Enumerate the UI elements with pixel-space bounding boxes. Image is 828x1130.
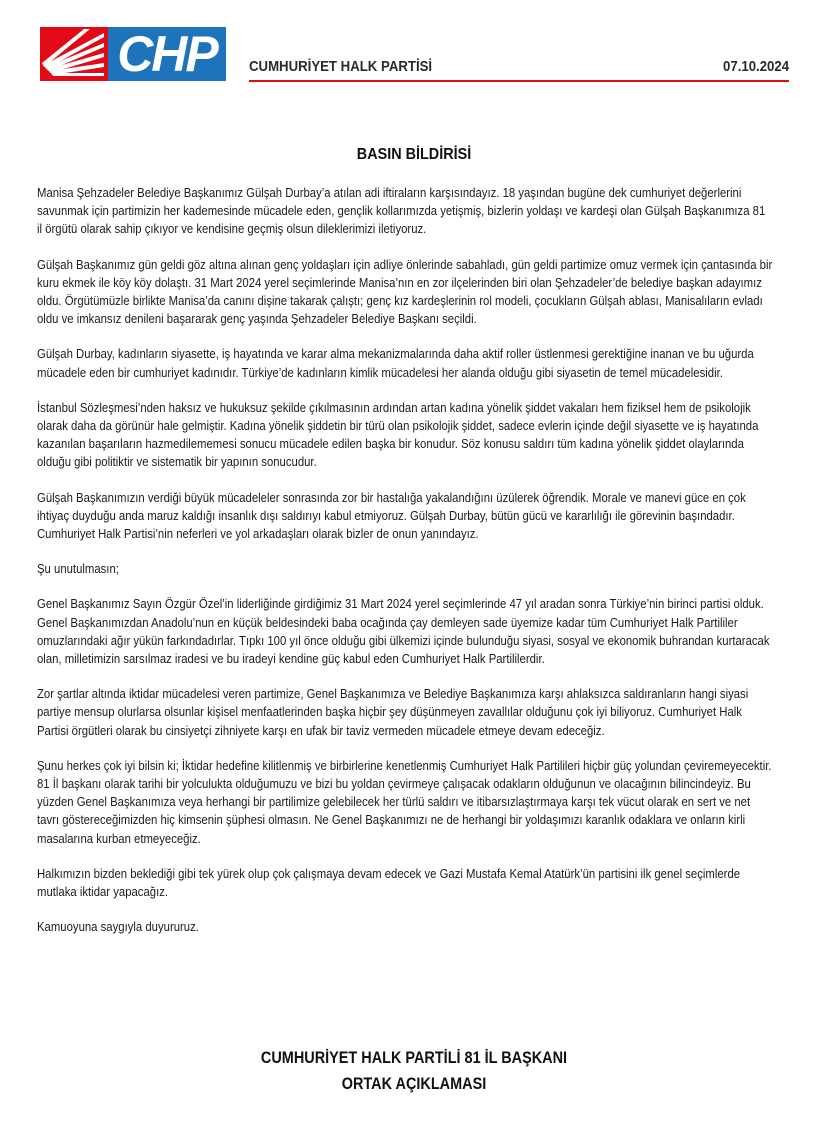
paragraph: Şunu herkes çok iyi bilsin ki; İktidar hedefine kilitlenmiş ve birbirlerine kenetlenmiş Cumhuriyet Halk Partilileri hiçbir güç yolundan çeviremeyecektir. 81 İl başkanı olarak tarihi bir yolculukta olduğumuzu ve bizi bu yoldan çevirmeye çalışacak odakların olduğunun ve olacağının bilincindeyiz. Bu yüzden Genel Başkanımıza veya herhangi bir partilimize gelebilecek her türlü saldırı ve itibarsızlaştırmaya karşı tek vücut olarak en sert ve net tavrı göstereceğimizden hiç kimsenin şüphesi olmasın. Ne Genel Başkanımızı ne de herhangi bir yoldaşımızı karanlık odaklara ve onların kirli masalarına kurban etmeyeceğiz. [37,758,772,846]
six-arrows-logo [40,27,108,81]
paragraph: İstanbul Sözleşmesi’nden haksız ve hukuksuz şekilde çıkılmasının ardından artan kadına yönelik şiddet vakaları hem fiziksel hem de psikolojik olarak daha da görünür hale gelmiştir. Kadına yönelik şiddetin bir türü olan psikolojik şiddet, sadece evlerin içinde değil siyasette ve iş hayatında kazanılan başarıların hazmedilememesi sonucu mücadele edilen başka bir konudur. Söz konusu saldırı tüm kadına yönelik şiddet olaylarında olduğu gibi politiktir ve sistematik bir yapının sonucudur. [37,400,759,470]
party-name: CUMHURİYET HALK PARTİSİ [249,58,433,75]
paragraph: Halkımızın bizden beklediği gibi tek yürek olup çok çalışmaya devam edecek ve Gazi Mustafa Kemal Atatürk’ün partisini ilk genel seçimlerde mutlaka iktidar yapacağız. [37,866,741,900]
press-release-body [37,184,773,954]
letterhead [0,0,828,100]
header-divider [249,80,789,82]
paragraph: Şu unutulmasın; [37,562,119,577]
chp-logo: CHP [108,27,226,81]
paragraph: Gülşah Durbay, kadınların siyasette, iş hayatında ve karar alma mekanizmalarında daha aktif roller üstlenmesi gerektiğine inanan ve bu uğurda mücadele eden bir cumhuriyet kadınıdır. Türkiye’de kadınların kimlik mücadelesi her alanda olduğu gibi siyasetin de temel mücadelesidir. [37,347,754,380]
signature-line-1: CUMHURİYET HALK PARTİLİ 81 İL BAŞKANI [260,1048,568,1067]
signature-block [0,1045,828,1097]
paragraph: Manisa Şehzadeler Belediye Başkanımız Gülşah Durbay’a atılan adi iftiraların karşısındayız. 18 yaşından bugüne dek cumhuriyet değerlerini savunmak için partimizin her kademesinde mücadele eden, gençlik kollarımızda yetişmiş, bizlerin yoldaşı ve kardeşi olan Gülşah Başkanımıza 81 il örgütü olarak sahip çıkıyor ve kendisine geçmiş olsun dileklerimizi iletiyoruz. [37,186,766,237]
paragraph: Zor şartlar altında iktidar mücadelesi veren partimize, Genel Başkanımıza ve Belediye Başkanımıza karşı ahlaksızca saldıranların hangi siyasi partiye mensup olurlarsa olsunlar kişisel menfaatlerinden başka hiçbir şey düşünmeyen zavallılar olduğunu çok iyi biliyoruz. Cumhuriyet Halk Partisi örgütleri olarak bu cinsiyetçi zihniyete karşı en ufak bir taviz vermeden mücadele etmeye devam edeceğiz. [37,687,749,738]
paragraph: Kamuoyuna saygıyla duyururuz. [37,920,199,935]
page-title: BASIN BİLDİRİSİ [356,146,472,163]
paragraph: Genel Başkanımız Sayın Özgür Özel’in liderliğinde girdiğimiz 31 Mart 2024 yerel seçimlerinde 47 yıl aradan sonra Türkiye’nin birinci partisi olduk. Genel Başkanımızdan Anadolu’nun en küçük beldesindeki baba ocağında çay demleyen sade üyemize kadar tüm Cumhuriyet Halk Partililer omuzlarındaki ağır yükün farkındadırlar. Tıpkı 100 yıl önce olduğu gibi ülkemizi içinde bulunduğu siyasi, sosyal ve ekonomik buhrandan kurtaracak olan, milletimizin sarsılmaz iradesi ve bu iradeyi kendine güç kabul eden Cumhuriyet Halk Partililerdir. [37,597,770,667]
paragraph: Gülşah Başkanımız gün geldi göz altına alınan genç yoldaşları için adliye önlerinde sabahladı, gün geldi partimize omuz vermek için çantasında bir kuru ekmek ile köy köy dolaştı. 31 Mart 2024 yerel seçimlerinde Manisa’nın en zor ilçelerinden biri olan Şehzadeler’de belediye başkan adayımız oldu. Örgütümüzle birlikte Manisa’da canını dişine takarak çalıştı; genç kız kardeşlerinin rol modeli, çocukların Gülşah ablası, Manisalıların evladı oldu ve imkansız denileni başararak genç yaşında Şehzadeler Belediye Başkanı seçildi. [37,257,773,327]
document-date: 07.10.2024 [722,58,789,75]
signature-line-2: ORTAK AÇIKLAMASI [341,1074,487,1093]
paragraph: Gülşah Başkanımızın verdiği büyük mücadeleler sonrasında zor bir hastalığa yakalandığını üzülerek öğrendik. Morale ve manevi güce en çok ihtiyaç duyduğu anda maruz kaldığı insanlık dışı saldırıyı kabul etmiyoruz. Gülşah Durbay, bütün gücü ve kararlılığı ile görevinin başındadır. Cumhuriyet Halk Partisi’nin neferleri ve yol arkadaşları olarak bizler de onun yanındayız. [37,490,746,542]
